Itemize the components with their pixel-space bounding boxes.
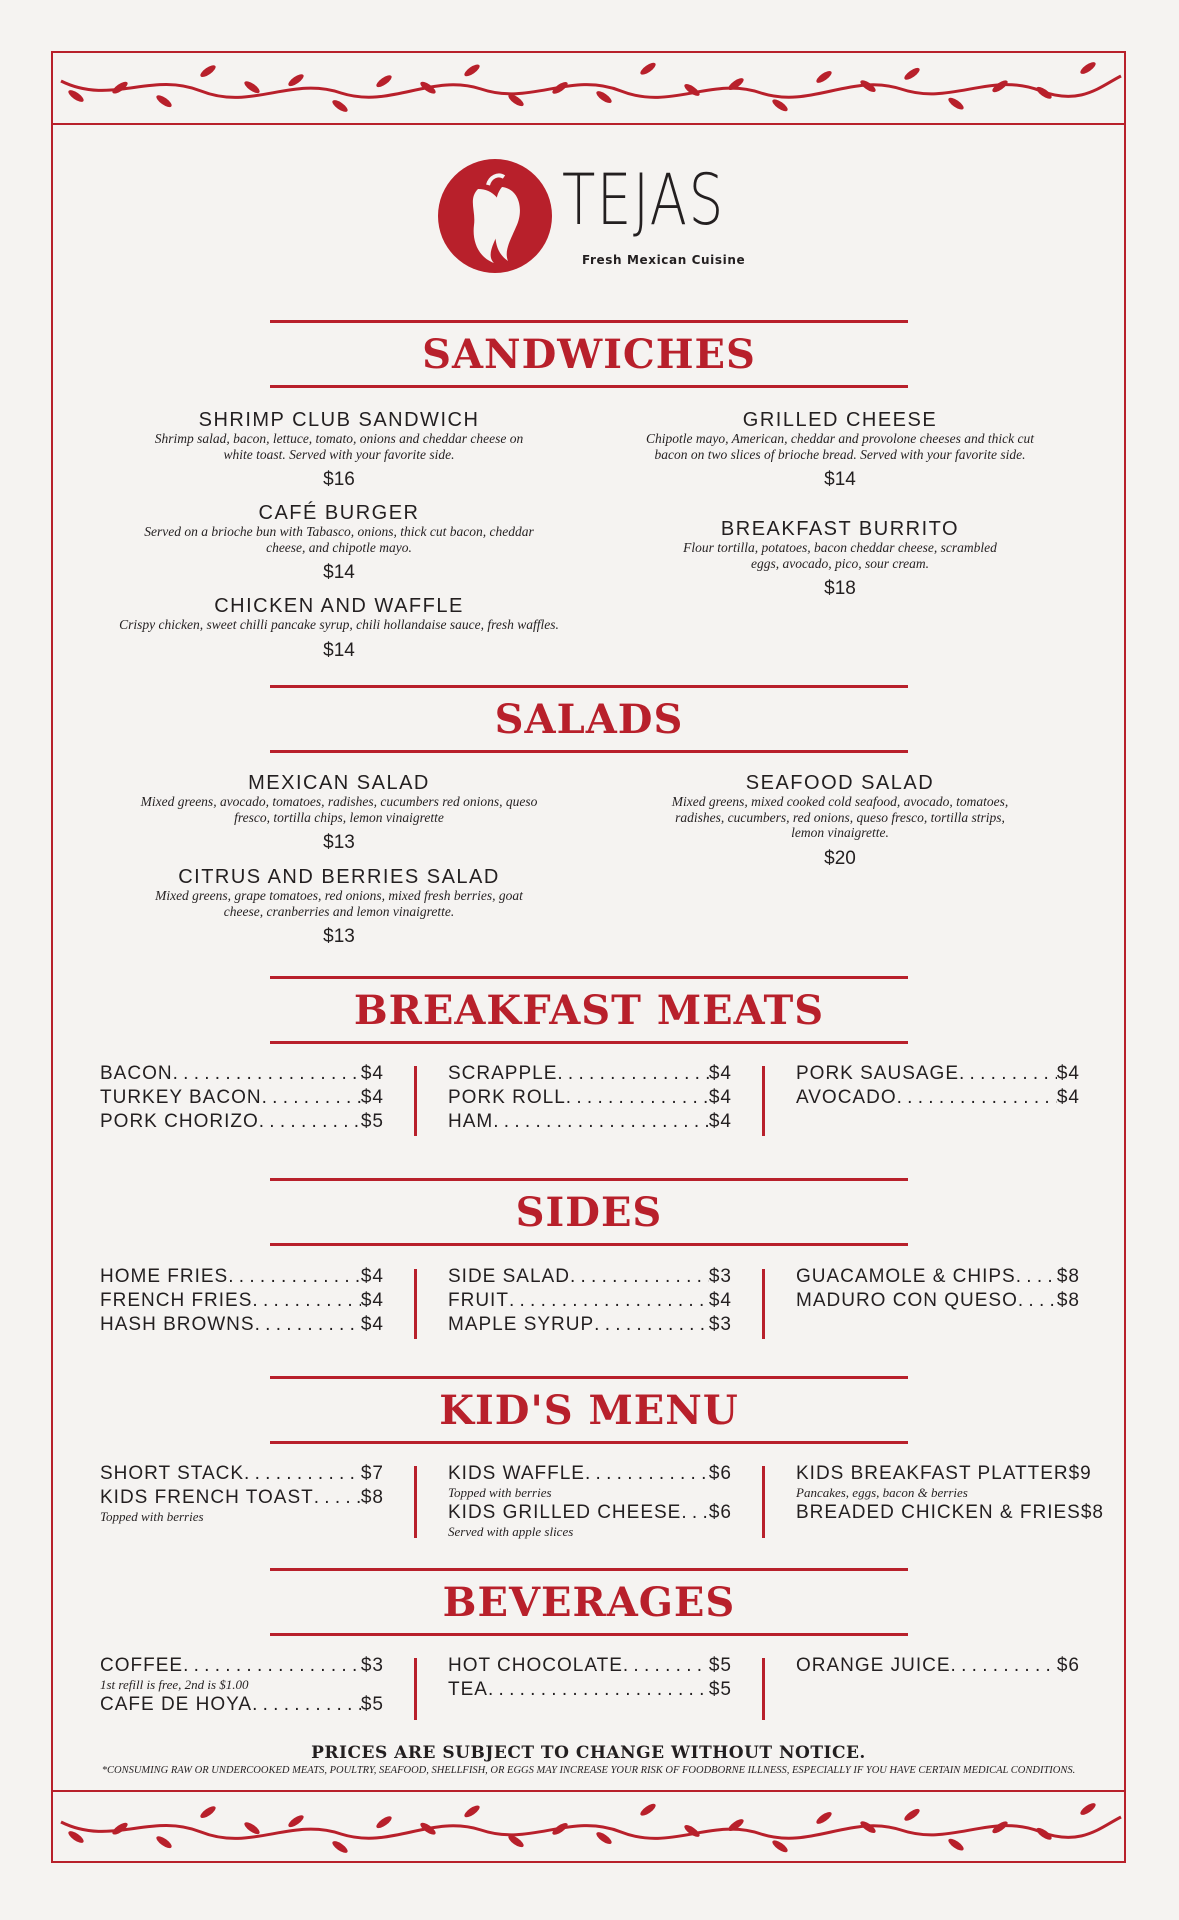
item-price: $8 (1056, 1290, 1080, 1311)
menu-item (665, 772, 1015, 871)
menu-item (90, 595, 588, 663)
price-row (796, 1501, 1104, 1525)
item-name: SEAFOOD SALAD (745, 772, 935, 794)
price-row (448, 1654, 732, 1678)
vine-leaf (1079, 1801, 1098, 1817)
price-list-column (796, 1654, 1080, 1678)
item-note: Served with apple slices (448, 1524, 574, 1539)
item-price: $14 (323, 639, 355, 661)
brand-name: TEJAS (562, 159, 725, 241)
item-name: KIDS FRENCH TOAST (100, 1487, 314, 1508)
item-name: MEXICAN SALAD (248, 772, 430, 794)
item-name: HASH BROWNS (100, 1314, 255, 1335)
chili-pepper-icon (438, 159, 552, 273)
item-price: $5 (360, 1694, 384, 1715)
vine-leaf (155, 1834, 174, 1850)
price-list-column (448, 1654, 732, 1702)
item-description: Flour tortilla, potatoes, bacon cheddar cheese, scrambled eggs, avocado, pico, sour cream. (683, 540, 997, 571)
vine-leaf (815, 69, 834, 85)
item-name: TURKEY BACON (100, 1087, 262, 1108)
vine-leaf (375, 1814, 394, 1830)
item-description: Crispy chicken, sweet chilli pancake syrup, chili hollandaise sauce, fresh waffles. (119, 617, 559, 632)
item-price: $20 (824, 847, 856, 869)
divider-rule (270, 1376, 908, 1379)
item-note: Topped with berries (100, 1509, 204, 1524)
price-row (448, 1501, 732, 1525)
vine-decoration-top (51, 51, 1126, 123)
vine-leaf (155, 93, 174, 109)
item-name: BREADED CHICKEN & FRIES (796, 1502, 1081, 1523)
item-name: CHICKEN AND WAFFLE (214, 595, 464, 617)
vine-leaf (947, 96, 966, 112)
divider-rule (270, 976, 908, 979)
brand-tagline: Fresh Mexican Cuisine (582, 253, 746, 267)
price-row (100, 1289, 384, 1313)
vine-leaf (199, 63, 218, 79)
vine-leaf (595, 1830, 614, 1846)
item-description: Mixed greens, avocado, tomatoes, radishes, cucumbers red onions, queso fresco, tortilla chips, lemon vinaigrette (140, 794, 538, 825)
item-note: Topped with berries (448, 1485, 552, 1500)
price-list-column (100, 1462, 384, 1525)
price-row (100, 1110, 384, 1134)
section-title: SALADS (494, 696, 684, 743)
price-row (100, 1654, 384, 1678)
price-row (100, 1462, 384, 1486)
menu-item (670, 518, 1010, 601)
price-notice: PRICES ARE SUBJECT TO CHANGE WITHOUT NOTICE. (311, 1743, 866, 1763)
vine-leaf (639, 1802, 658, 1818)
price-row (448, 1110, 732, 1134)
item-name: PORK SAUSAGE (796, 1063, 959, 1084)
item-description: Mixed greens, grape tomatoes, red onions, mixed fresh berries, goat cheese, cranberries and lemon vinaigrette. (155, 888, 523, 919)
divider-rule (270, 1178, 908, 1181)
item-price: $4 (360, 1314, 384, 1335)
divider-rule (270, 1243, 908, 1246)
item-price: $3 (708, 1266, 732, 1287)
item-name: HOME FRIES (100, 1266, 229, 1287)
column-divider (762, 1466, 765, 1538)
column-divider (414, 1269, 417, 1339)
item-name: KIDS BREAKFAST PLATTER (796, 1463, 1069, 1484)
divider-rule (270, 320, 908, 323)
price-row (100, 1486, 384, 1510)
vine-leaf (375, 73, 394, 89)
item-name: GRILLED CHEESE (742, 409, 938, 431)
divider-rule (270, 1633, 908, 1636)
item-price: $18 (824, 578, 856, 599)
item-price: $8 (1056, 1266, 1080, 1287)
vine-leaf (771, 97, 790, 113)
price-list-column (448, 1462, 732, 1540)
price-row (796, 1289, 1080, 1313)
column-divider (414, 1658, 417, 1720)
column-divider (762, 1269, 765, 1339)
section-title: BEVERAGES (442, 1579, 736, 1626)
price-row (448, 1062, 732, 1086)
price-row (796, 1462, 1092, 1486)
item-name: HOT CHOCOLATE (448, 1655, 623, 1676)
item-price: $13 (323, 832, 355, 853)
divider-rule (270, 1568, 908, 1571)
section-title: SIDES (515, 1189, 663, 1236)
item-name: KIDS WAFFLE (448, 1463, 585, 1484)
price-row (100, 1693, 384, 1717)
item-price: $4 (708, 1087, 732, 1108)
column-divider (414, 1066, 417, 1136)
price-list-column (448, 1062, 732, 1134)
vine-leaf (67, 88, 86, 104)
item-description: Shrimp salad, bacon, lettuce, tomato, onions and cheddar cheese on white toast. Served with your favorite side. (154, 431, 524, 462)
item-price: $4 (360, 1266, 384, 1287)
section-header-kids-menu (270, 1376, 908, 1444)
price-list-column (100, 1265, 384, 1337)
item-price: $7 (360, 1463, 384, 1484)
section-title: BREAKFAST MEATS (353, 987, 825, 1034)
price-row (448, 1265, 732, 1289)
vine-leaf (595, 89, 614, 105)
vine-leaf (903, 1807, 922, 1823)
price-row (100, 1086, 384, 1110)
section-title: SANDWICHES (422, 331, 756, 378)
item-description: Mixed greens, mixed cooked cold seafood, avocado, tomatoes, radishes, cucumbers, red onions, queso fresco, tortilla strips, lemon vinaigrette. (671, 794, 1009, 840)
item-name: COFFEE (100, 1655, 184, 1676)
item-name: ORANGE JUICE (796, 1655, 951, 1676)
divider-rule (270, 685, 908, 688)
vine-leaf (771, 1838, 790, 1854)
item-price: $5 (708, 1679, 732, 1700)
vine-leaf (947, 1837, 966, 1853)
price-list-column (100, 1654, 384, 1717)
item-price: $14 (323, 562, 355, 583)
item-name: KIDS GRILLED CHEESE (448, 1502, 682, 1523)
menu-item (140, 866, 538, 949)
item-price: $4 (1056, 1087, 1080, 1108)
price-row (448, 1462, 732, 1486)
menu-item (150, 409, 528, 492)
vine-leaf (1079, 60, 1098, 76)
item-name: BACON (100, 1063, 173, 1084)
price-row (448, 1289, 732, 1313)
vine-leaf (287, 72, 306, 88)
item-note: 1st refill is free, 2nd is $1.00 (100, 1677, 249, 1692)
column-divider (762, 1066, 765, 1136)
price-list-column (448, 1265, 732, 1337)
item-name: BREAKFAST BURRITO (720, 518, 960, 540)
column-divider (414, 1466, 417, 1538)
vine-leaf (903, 66, 922, 82)
section-header-sides (270, 1178, 908, 1246)
item-name: SCRAPPLE (448, 1063, 558, 1084)
item-name: CITRUS AND BERRIES SALAD (178, 866, 500, 888)
vine-leaf (331, 1839, 350, 1855)
price-row (100, 1265, 384, 1289)
item-name: CAFÉ BURGER (258, 502, 420, 524)
item-price: $3 (708, 1314, 732, 1335)
menu-footer (51, 1743, 1126, 1776)
item-price: $4 (1056, 1063, 1080, 1084)
vine-leaf (243, 79, 262, 95)
vine-leaf (287, 1813, 306, 1829)
item-price: $6 (708, 1463, 732, 1484)
item-name: PORK CHORIZO (100, 1111, 259, 1132)
price-row (796, 1654, 1080, 1678)
item-name: PORK ROLL (448, 1087, 566, 1108)
price-row (796, 1086, 1080, 1110)
price-row (448, 1086, 732, 1110)
vine-leaf (463, 62, 482, 78)
price-list-column (796, 1062, 1080, 1110)
item-description: Chipotle mayo, American, cheddar and provolone cheeses and thick cut bacon on two slices of brioche bread. Served with your favorite side. (645, 431, 1035, 462)
price-row (100, 1313, 384, 1337)
column-divider (762, 1658, 765, 1720)
section-header-salads (270, 685, 908, 753)
item-note: Pancakes, eggs, bacon & berries (796, 1485, 968, 1500)
item-price: $4 (360, 1063, 384, 1084)
item-price: $5 (708, 1655, 732, 1676)
item-price: $13 (323, 926, 355, 947)
price-row (100, 1062, 384, 1086)
vine-leaf (243, 1820, 262, 1836)
item-name: SIDE SALAD (448, 1266, 570, 1287)
item-price: $8 (1080, 1502, 1104, 1523)
vine-leaf (639, 61, 658, 77)
divider-rule (270, 1041, 908, 1044)
item-price: $6 (1056, 1655, 1080, 1676)
item-name: FRENCH FRIES (100, 1290, 253, 1311)
divider-rule (270, 385, 908, 388)
menu-item (130, 772, 548, 855)
vine-leaf (67, 1829, 86, 1845)
item-price: $4 (360, 1290, 384, 1311)
item-price: $9 (1068, 1463, 1092, 1484)
item-price: $6 (708, 1502, 732, 1523)
item-name: AVOCADO (796, 1087, 897, 1108)
item-price: $4 (708, 1063, 732, 1084)
item-price: $4 (708, 1290, 732, 1311)
item-name: FRUIT (448, 1290, 509, 1311)
menu-item (140, 502, 538, 585)
price-list-column (796, 1265, 1080, 1313)
item-name: MAPLE SYRUP (448, 1314, 595, 1335)
item-description: Served on a brioche bun with Tabasco, onions, thick cut bacon, cheddar cheese, and chipotle mayo. (144, 524, 534, 555)
item-price: $4 (360, 1087, 384, 1108)
menu-item (640, 409, 1040, 492)
price-list-column (100, 1062, 384, 1134)
food-safety-warning: *CONSUMING RAW OR UNDERCOOKED MEATS, POULTRY, SEAFOOD, SHELLFISH, OR EGGS MAY INCREASE YOUR RISK OF FOODBORNE ILLNESS, ESPECIALLY IF YOU HAVE CERTAIN MEDICAL CONDITIONS. (101, 1765, 1076, 1776)
item-price: $14 (824, 469, 856, 490)
price-list-column (796, 1462, 1104, 1525)
item-name: CAFE DE HOYA (100, 1694, 253, 1715)
price-row (448, 1313, 732, 1337)
item-name: HAM (448, 1111, 494, 1132)
item-price: $5 (360, 1111, 384, 1132)
item-name: TEA (448, 1679, 488, 1700)
vine-border-top (51, 51, 1126, 125)
section-header-breakfast-meats (270, 976, 908, 1044)
item-price: $8 (360, 1487, 384, 1508)
item-name: GUACAMOLE & CHIPS (796, 1266, 1016, 1287)
vine-border-bottom (51, 1790, 1126, 1864)
price-row (796, 1062, 1080, 1086)
vine-leaf (815, 1810, 834, 1826)
divider-rule (270, 1441, 908, 1444)
price-row (796, 1265, 1080, 1289)
item-name: SHRIMP CLUB SANDWICH (198, 409, 480, 431)
item-price: $4 (708, 1111, 732, 1132)
divider-rule (270, 750, 908, 753)
vine-leaf (463, 1803, 482, 1819)
section-header-sandwiches (270, 320, 908, 388)
section-header-beverages (270, 1568, 908, 1636)
vine-decoration-bottom (51, 1792, 1126, 1864)
item-name: MADURO CON QUESO (796, 1290, 1018, 1311)
vine-leaf (331, 98, 350, 114)
vine-leaf (199, 1804, 218, 1820)
item-price: $16 (323, 469, 355, 490)
price-row (448, 1678, 732, 1702)
item-price: $3 (360, 1655, 384, 1676)
section-title: KID'S MENU (439, 1387, 739, 1434)
tejas-logo (438, 159, 758, 279)
item-name: SHORT STACK (100, 1463, 245, 1484)
